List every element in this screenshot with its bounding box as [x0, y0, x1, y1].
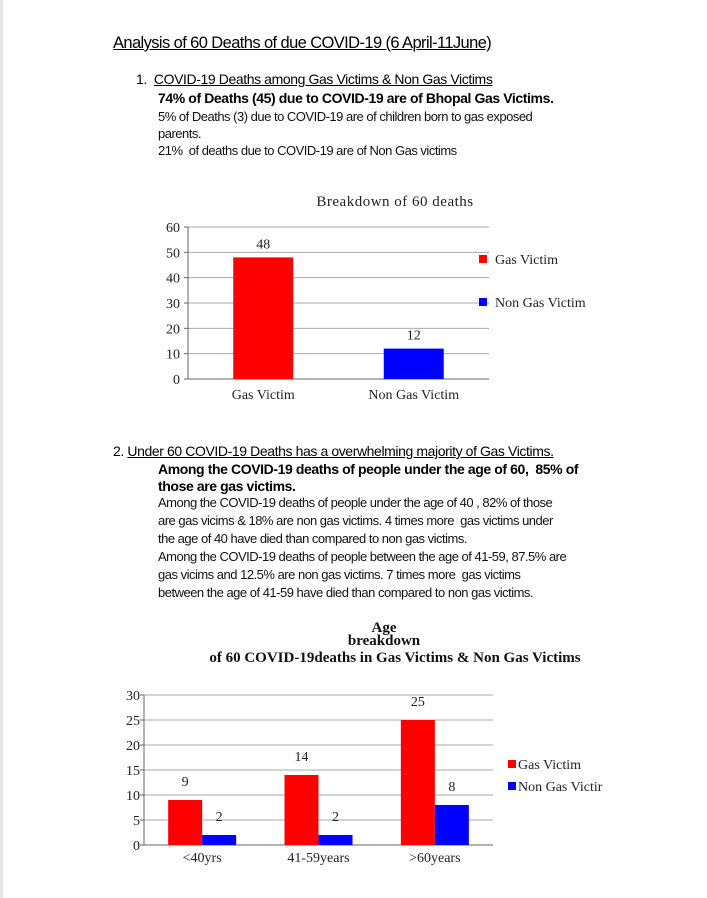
legend-swatch — [479, 255, 487, 263]
data-label: 48 — [256, 237, 271, 253]
section2-line: between the age of 41-59 have died than compared to non gas victims. — [158, 585, 534, 600]
legend-label: Non Gas Victir — [518, 780, 603, 795]
data-label: 2 — [215, 810, 223, 825]
bar — [285, 775, 319, 845]
legend-label: Non Gas Victim — [495, 296, 586, 311]
data-label: 8 — [448, 780, 456, 795]
chart-title-line: breakdown — [347, 633, 421, 649]
data-label: 9 — [181, 775, 189, 790]
y-tick-label: 50 — [166, 246, 180, 262]
x-tick-label: <40yrs — [182, 851, 222, 866]
data-label: 12 — [406, 328, 421, 344]
section1-heading-text: COVID-19 Deaths among Gas Victims & Non Gas Victims — [153, 71, 493, 87]
y-tick-label: 5 — [133, 814, 140, 829]
section2-paragraph — [158, 494, 566, 602]
section2-number: 2. — [113, 443, 124, 459]
y-tick-label: 60 — [166, 221, 180, 236]
document-title: Analysis of 60 Deaths of due COVID-19 (6 April-11June) — [113, 34, 492, 52]
section2-bold-line: those are gas victims. — [158, 478, 296, 494]
x-tick-label: Non Gas Victim — [368, 388, 460, 403]
y-tick-label: 0 — [173, 373, 180, 388]
legend-swatch — [479, 298, 487, 306]
section1-heading — [136, 71, 492, 87]
y-tick-label: 15 — [126, 764, 140, 779]
bar — [401, 720, 435, 845]
y-tick-label: 40 — [166, 271, 180, 287]
y-tick-label: 25 — [126, 714, 140, 729]
x-tick-label: Gas Victim — [231, 388, 295, 403]
section2-bold-line: Among the COVID-19 deaths of people under the age of 60, 85% of — [158, 461, 579, 477]
bar — [384, 349, 444, 379]
section2-line: Among the COVID-19 deaths of people under the age of 40 , 82% of those — [158, 495, 553, 510]
x-tick-label: >60years — [409, 851, 461, 866]
section2-heading — [113, 443, 554, 459]
bar — [319, 835, 353, 845]
page-edge — [0, 0, 3, 898]
bar — [233, 257, 293, 379]
x-tick-label: 41-59years — [287, 851, 350, 866]
data-label: 25 — [410, 695, 425, 710]
section1-number: 1. — [136, 71, 147, 87]
y-tick-label: 0 — [133, 839, 140, 854]
y-tick-label: 20 — [126, 739, 140, 754]
section2-line: the age of 40 have died than compared to non gas victims. — [158, 531, 467, 546]
bar — [202, 835, 236, 845]
section2-bold-lines — [158, 461, 578, 495]
chart-title-line: Age — [371, 620, 397, 636]
bar — [435, 805, 469, 845]
y-tick-label: 10 — [166, 347, 180, 363]
section1-paragraph — [158, 108, 618, 159]
section1-line: 21% of deaths due to COVID-19 are of Non Gas victims — [158, 143, 457, 158]
y-tick-label: 30 — [166, 297, 180, 312]
legend-swatch — [508, 782, 516, 790]
section2-line: Among the COVID-19 deaths of people between the age of 41-59, 87.5% are — [158, 549, 567, 564]
data-label: 14 — [294, 750, 309, 765]
section1-line: parents. — [158, 126, 201, 141]
y-tick-label: 30 — [126, 689, 140, 704]
data-label: 2 — [332, 810, 339, 825]
legend-label: Gas Victim — [495, 253, 559, 268]
legend-label: Gas Victim — [518, 758, 582, 773]
section1-bold-line: 74% of Deaths (45) due to COVID-19 are of Bhopal Gas Victims. — [158, 90, 554, 106]
chart-title: Breakdown of 60 deaths — [316, 194, 474, 210]
section1-line: 5% of Deaths (3) due to COVID-19 are of children born to gas exposed — [158, 109, 533, 124]
section2-line: are gas vicims & 18% are non gas victims. 4 times more gas victims under — [158, 513, 553, 528]
legend-swatch — [508, 760, 516, 768]
section2-heading-text: Under 60 COVID-19 Deaths has a overwhelming majority of Gas Victims. — [127, 443, 554, 459]
section2-line: gas vicims and 12.5% are non gas victims. 7 times more gas victims — [158, 567, 521, 582]
chart-title-line: of 60 COVID-19deaths in Gas Victims & Non Gas Victims — [209, 650, 581, 666]
y-tick-label: 20 — [166, 322, 180, 338]
bar — [168, 800, 202, 845]
y-tick-label: 10 — [126, 789, 140, 804]
